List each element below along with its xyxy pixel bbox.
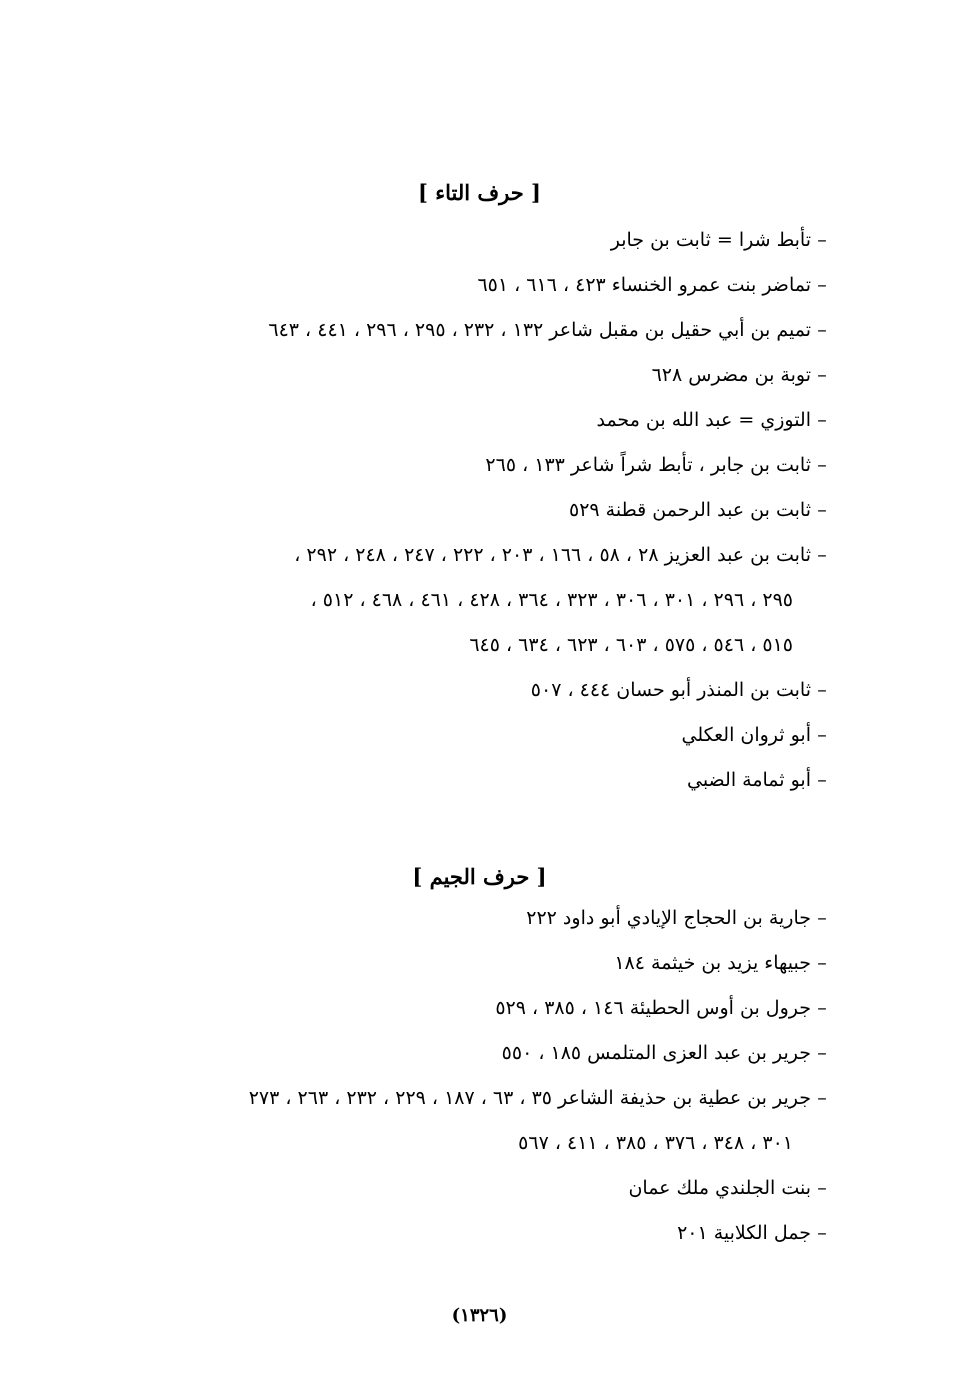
entry-text: جرير بن عبد العزى المتلمس ١٨٥ ، ٥٥٠ — [501, 1042, 811, 1064]
index-entry — [133, 1173, 833, 1203]
entry-continuation: ٥١٥ ، ٥٤٦ ، ٥٧٥ ، ٦٠٣ ، ٦٢٣ ، ٦٣٤ ، ٦٤٥ — [469, 634, 793, 656]
section-heading-jim: [ حرف الجيم ] — [412, 864, 547, 889]
entry-dash: – — [817, 1087, 827, 1109]
entry-dash: – — [817, 319, 827, 341]
entry-text: ثابت بن جابر ، تأبط شراً شاعر ١٣٣ ، ٢٦٥ — [485, 454, 811, 476]
entry-text: ثابت بن عبد العزيز ٢٨ ، ٥٨ ، ١٦٦ ، ٢٠٣ ، ٢٢٢ ، ٢٤٧ ، ٢٤٨ ، ٢٩٢ ، — [294, 544, 811, 566]
index-entry — [133, 225, 833, 255]
entry-dash: – — [817, 364, 827, 386]
index-entry — [133, 450, 833, 480]
entry-text: بنت الجلندي ملك عمان — [628, 1177, 811, 1199]
entry-text: تماضر بنت عمرو الخنساء ٤٢٣ ، ٦١٦ ، ٦٥١ — [477, 274, 811, 296]
entry-dash: – — [817, 997, 827, 1019]
entry-dash: – — [817, 544, 827, 566]
section-heading-ta: [ حرف التاء ] — [418, 180, 541, 205]
entry-text: جبيهاء يزيد بن خيثمة ١٨٤ — [614, 952, 811, 974]
entry-text: التوزي = عبد الله بن محمد — [596, 409, 811, 431]
entry-dash: – — [817, 1222, 827, 1244]
entry-text: جرير بن عطية بن حذيفة الشاعر ٣٥ ، ٦٣ ، ١٨٧ ، ٢٢٩ ، ٢٣٢ ، ٢٦٣ ، ٢٧٣ — [248, 1087, 811, 1109]
index-entry — [133, 315, 833, 345]
entry-dash: – — [817, 679, 827, 701]
entry-dash: – — [817, 229, 827, 251]
index-entry — [133, 675, 833, 705]
index-entry — [133, 720, 833, 750]
index-entry — [133, 1083, 833, 1113]
index-entry — [133, 903, 833, 933]
entry-dash: – — [817, 499, 827, 521]
entry-dash: – — [817, 454, 827, 476]
entry-continuation: ٣٠١ ، ٣٤٨ ، ٣٧٦ ، ٣٨٥ ، ٤١١ ، ٥٦٧ — [518, 1132, 793, 1154]
index-entry — [133, 1038, 833, 1068]
entry-dash: – — [817, 724, 827, 746]
index-entry — [133, 948, 833, 978]
entry-continuation: ٢٩٥ ، ٢٩٦ ، ٣٠١ ، ٣٠٦ ، ٣٢٣ ، ٣٦٤ ، ٤٢٨ ، ٤٦١ ، ٤٦٨ ، ٥١٢ ، — [310, 589, 793, 611]
page-number: (١٣٢٦) — [451, 1305, 508, 1326]
entry-text: أبو ثمامة الضبي — [686, 769, 811, 791]
entry-dash: – — [817, 769, 827, 791]
index-entry — [133, 495, 833, 525]
entry-text: أبو ثروان العكلي — [681, 724, 811, 746]
entry-dash: – — [817, 274, 827, 296]
entry-text: توبة بن مضرس ٦٢٨ — [651, 364, 811, 386]
entry-text: تأبط شرا = ثابت بن جابر — [610, 229, 811, 251]
index-entry — [133, 540, 833, 570]
entry-dash: – — [817, 907, 827, 929]
entry-dash: – — [817, 1177, 827, 1199]
entry-dash: – — [817, 409, 827, 431]
entry-dash: – — [817, 1042, 827, 1064]
index-entry — [133, 765, 833, 795]
entry-text: جمل الكلابية ٢٠١ — [677, 1222, 811, 1244]
index-entry — [133, 270, 833, 300]
index-entry — [133, 405, 833, 435]
entry-dash: – — [817, 952, 827, 974]
index-entry — [133, 1218, 833, 1248]
entry-text: تميم بن أبي حقيل بن مقبل شاعر ١٣٢ ، ٢٣٢ ، ٢٩٥ ، ٢٩٦ ، ٤٤١ ، ٦٤٣ — [268, 319, 811, 341]
entry-text: جرول بن أوس الحطيئة ١٤٦ ، ٣٨٥ ، ٥٢٩ — [495, 997, 811, 1019]
index-entry — [133, 993, 833, 1023]
entry-text: جارية بن الحجاج الإيادي أبو داود ٢٢٢ — [526, 907, 811, 929]
index-entry — [133, 360, 833, 390]
entry-text: ثابت بن المنذر أبو حسان ٤٤٤ ، ٥٠٧ — [530, 679, 811, 701]
entry-text: ثابت بن عبد الرحمن قطنة ٥٢٩ — [569, 499, 811, 521]
